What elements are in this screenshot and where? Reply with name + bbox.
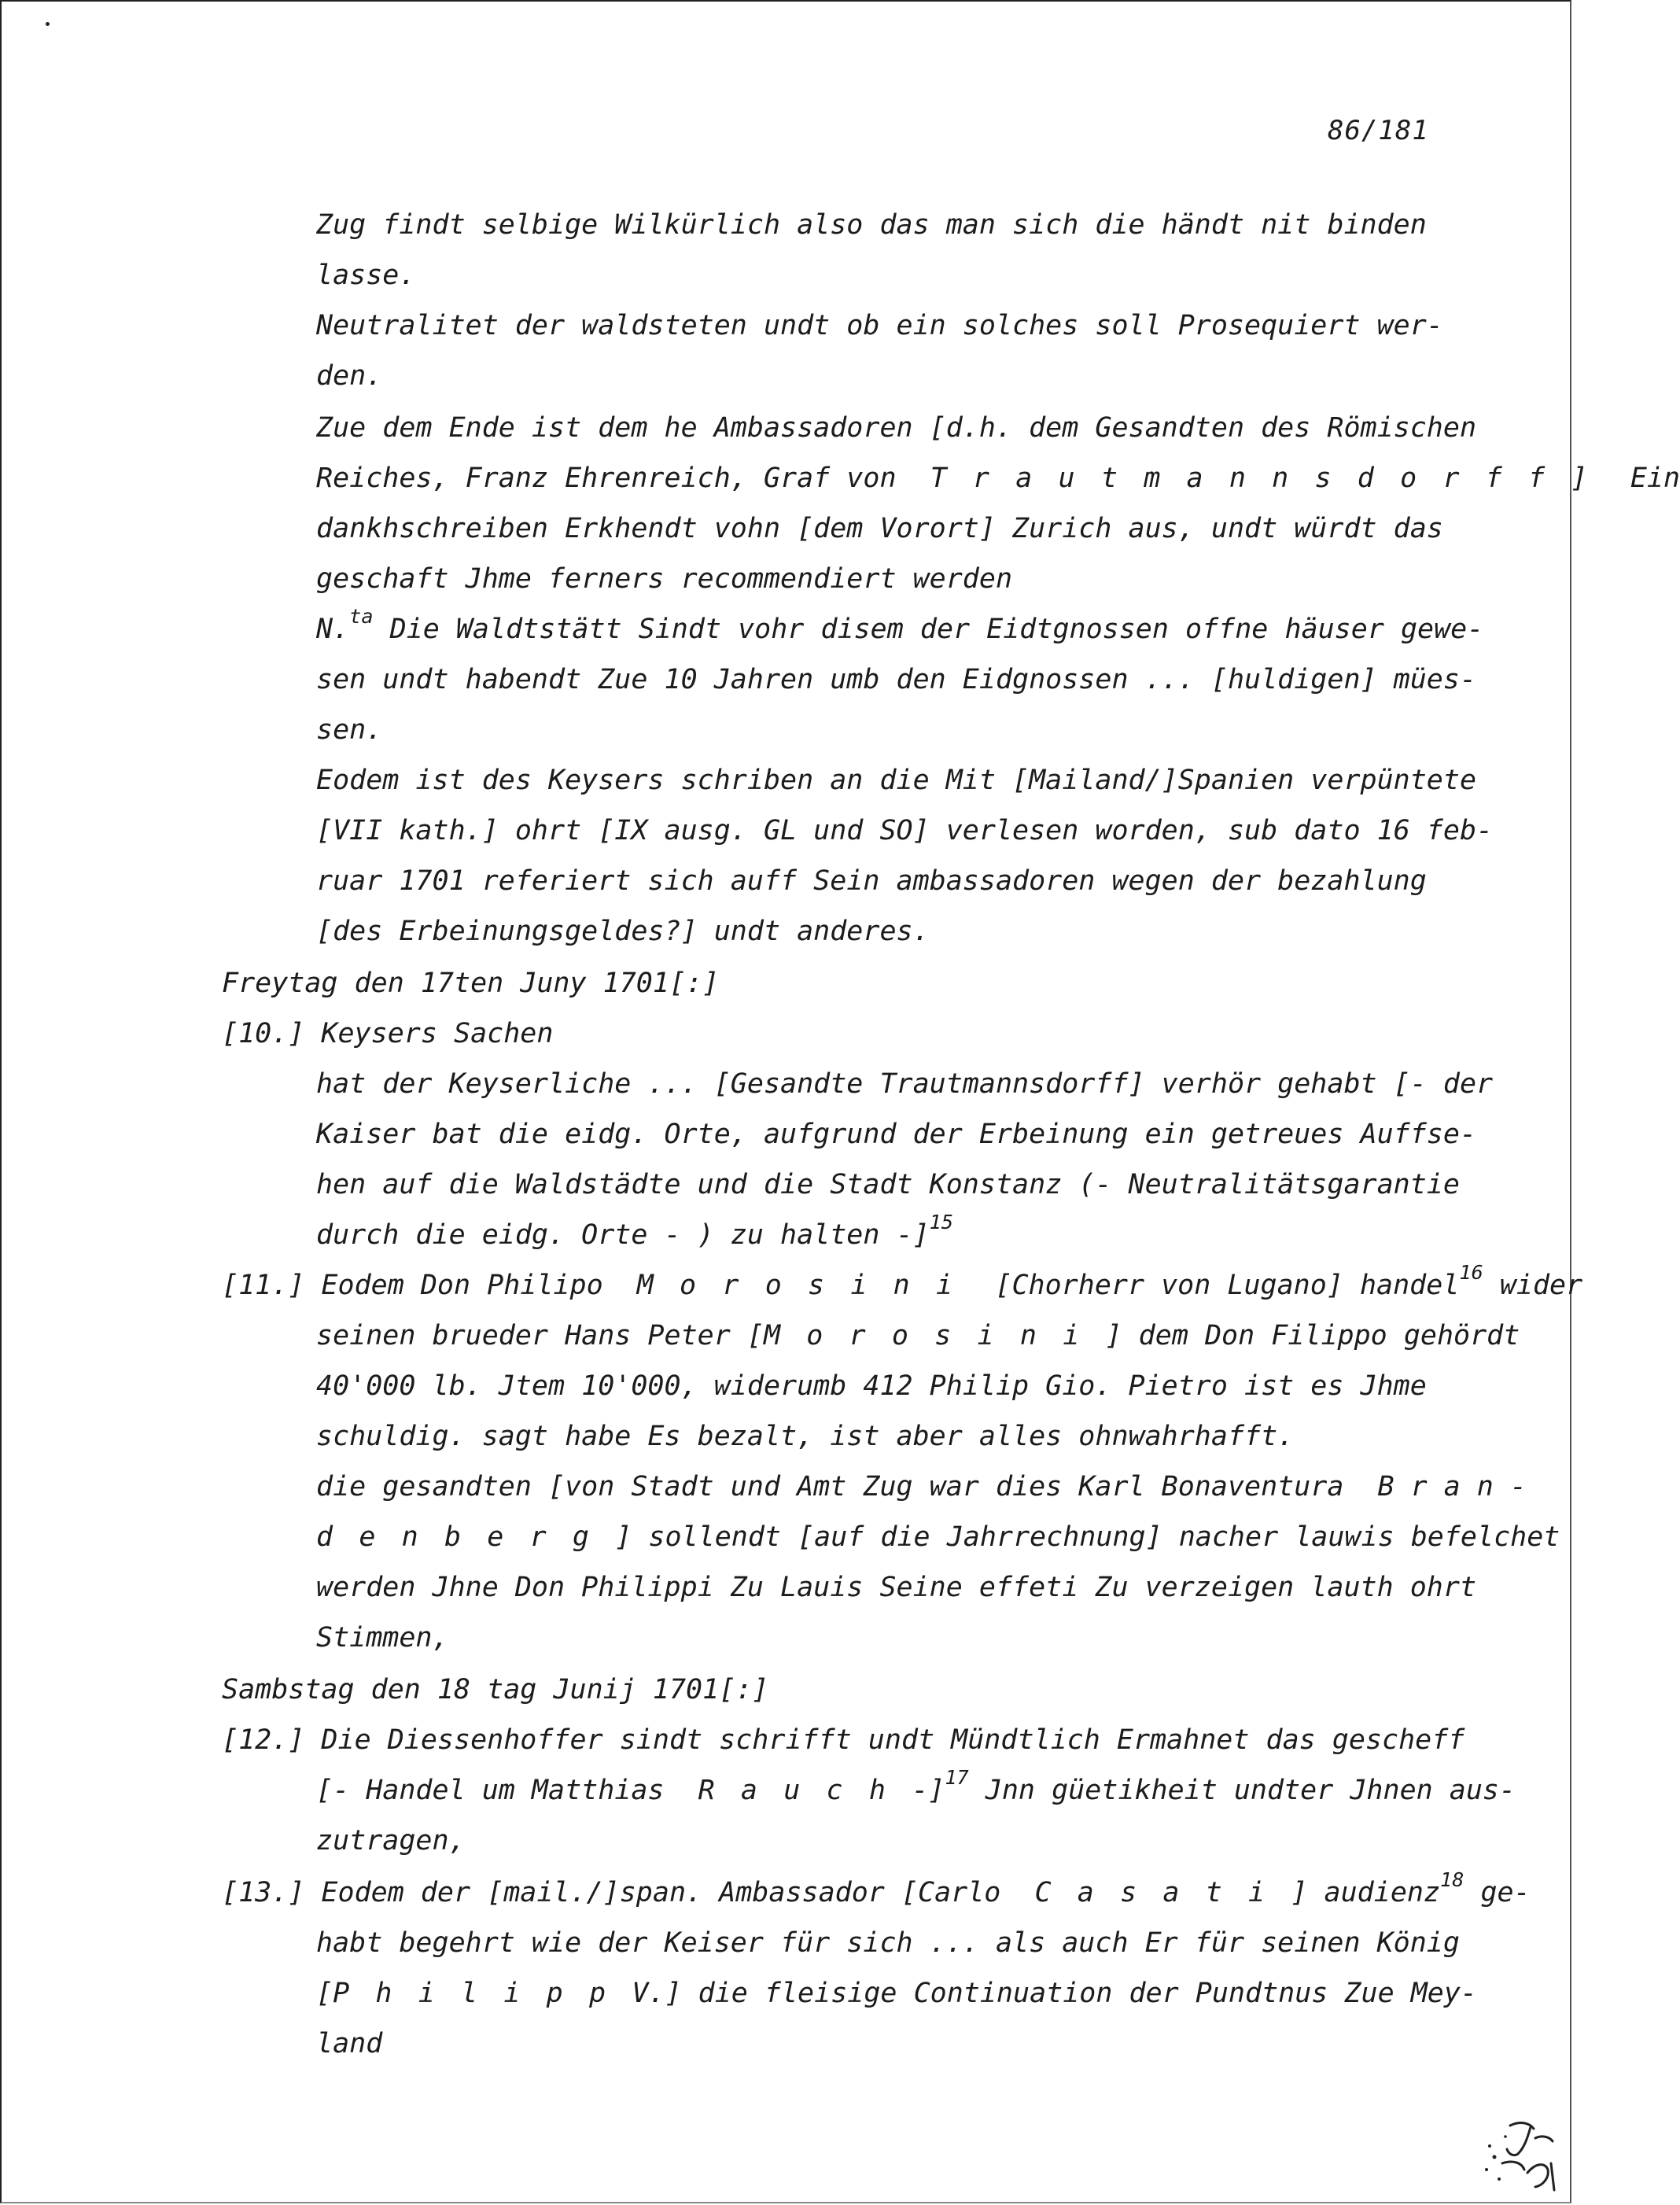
text-line: land (316, 2028, 383, 2059)
spaced-name: Philipp (333, 1978, 632, 2009)
text-line: dankhschreiben Erkhendt vohn [dem Vorort] Zurich aus, undt würdt das (316, 513, 1443, 544)
text-line: geschaft Jhme ferners recommendiert werden (316, 563, 1013, 595)
text-line: sen undt habendt Zue 10 Jahren umb den Eidgnossen ... [huldigen] mües- (316, 664, 1477, 695)
text-segment: seinen brueder Hans Peter [ (316, 1320, 764, 1351)
text-line (316, 463, 1680, 494)
text-line: den. (316, 360, 383, 392)
date-heading: Sambstag den 18 tag Junij 1701[:] (222, 1674, 769, 1705)
text-segment: [13.] Eodem der [mail./]span. Ambassador [Carlo (222, 1877, 1001, 1908)
text-segment: [ (316, 1978, 333, 2009)
text-segment: ] dem Don Filippo gehördt (1105, 1320, 1520, 1351)
spaced-name: Bran- (1377, 1471, 1543, 1503)
text-line: Neutralitet der waldsteten undt ob ein solches soll Prosequiert wer- (316, 310, 1443, 341)
text-line: 40'000 lb. Jtem 10'000, widerumb 412 Philip Gio. Pietro ist es Jhme (316, 1370, 1427, 1402)
text-segment: Die Waldtstätt Sindt vohr disem der Eidtgnossen offne häuser gewe- (389, 614, 1484, 645)
text-segment: [Chorherr von Lugano] handel (995, 1270, 1460, 1301)
text-line (316, 1978, 1477, 2009)
text-line: Zug findt selbige Wilkürlich also das man sich die händt nit binden (316, 209, 1427, 241)
text-line: lasse. (316, 260, 416, 291)
text-segment: die gesandten [von Stadt und Amt Zug war dies Karl Bonaventura (316, 1471, 1344, 1503)
text-line: sen. (316, 714, 383, 746)
spaced-name: Trautmannsdorff] (930, 463, 1614, 494)
spaced-name: Morosini (636, 1270, 979, 1301)
text-line (316, 1320, 1520, 1351)
page-number: 86/181 (1328, 115, 1429, 146)
text-line: [des Erbeinungsgeldes?] undt anderes. (316, 916, 930, 947)
spaced-name: Rauch (698, 1775, 912, 1806)
text-line (222, 1261, 1583, 1301)
text-line: [VII kath.] ohrt [IX ausg. GL und SO] verlesen worden, sub dato 16 feb- (316, 815, 1494, 846)
text-line: Kaiser bat die eidg. Orte, aufgrund der Erbeinung ein getreues Auffse- (316, 1119, 1477, 1150)
spaced-name: denberg (316, 1521, 616, 1553)
text-line: schuldig. sagt habe Es bezalt, ist aber alles ohnwahrhafft. (316, 1421, 1295, 1452)
date-heading: Freytag den 17ten Juny 1701[:] (222, 968, 720, 999)
text-segment: ge- (1480, 1877, 1531, 1908)
footnote-ref: 18 (1440, 1868, 1464, 1892)
scan-speck (46, 22, 50, 26)
handwritten-folio-mark (1479, 2115, 1564, 2193)
text-line (316, 1471, 1543, 1503)
text-line (316, 605, 1484, 645)
text-line: habt begehrt wie der Keiser für sich ... als auch Er für seinen König (316, 1927, 1460, 1959)
text-line: zutragen, (316, 1825, 466, 1857)
text-segment: [11.] Eodem Don Philipo (222, 1270, 603, 1301)
footnote-ref: 16 (1459, 1261, 1483, 1285)
footnote-ref: 17 (945, 1766, 969, 1790)
text-line (316, 1211, 953, 1251)
text-segment: Jnn güetikheit undter Jhnen aus- (985, 1775, 1516, 1806)
text-segment: Reiches, Franz Ehrenreich, Graf von (316, 463, 897, 494)
text-segment: ] sollendt [auf die Jahrrechnung] nacher lauwis befelchet (615, 1521, 1560, 1553)
footnote-ref: 15 (929, 1211, 953, 1234)
text-line: Stimmen, (316, 1622, 449, 1654)
spaced-name: Morosini (763, 1320, 1106, 1351)
text-line: hen auf die Waldstädte und die Stadt Konstanz (- Neutralitätsgarantie (316, 1169, 1460, 1200)
text-segment: durch die eidg. Orte - ) zu halten -] (316, 1219, 930, 1251)
text-segment: wider (1499, 1270, 1583, 1301)
text-line (222, 1868, 1531, 1908)
text-line: Zue dem Ende ist dem he Ambassadoren [d.h. dem Gesandten des Römischen (316, 412, 1477, 444)
superscript: ta (349, 605, 374, 629)
text-line: hat der Keyserliche ... [Gesandte Trautmannsdorff] verhör gehabt [- der (316, 1068, 1494, 1100)
spaced-name: Casati (1034, 1877, 1291, 1908)
text-line: werden Jhne Don Philippi Zu Lauis Seine effeti Zu verzeigen lauth ohrt (316, 1572, 1477, 1603)
text-line (316, 1766, 1516, 1806)
text-line (316, 1521, 1560, 1553)
text-line: ruar 1701 referiert sich auff Sein ambassadoren wegen der bezahlung (316, 865, 1427, 897)
text-segment: -] (912, 1775, 945, 1806)
text-segment: V.] die fleisige Continuation der Pundtnus Zue Mey- (632, 1978, 1478, 2009)
text-segment: ] audienz (1291, 1877, 1441, 1908)
text-segment: Ein (1630, 463, 1680, 494)
text-segment: N. (316, 614, 350, 645)
text-line: [12.] Die Diessenhoffer sindt schrifft undt Mündtlich Ermahnet das gescheff (222, 1724, 1465, 1756)
text-segment: [- Handel um Matthias (316, 1775, 665, 1806)
item-heading: [10.] Keysers Sachen (222, 1018, 554, 1049)
text-line: Eodem ist des Keysers schriben an die Mit [Mailand/]Spanien verpüntete (316, 765, 1477, 796)
